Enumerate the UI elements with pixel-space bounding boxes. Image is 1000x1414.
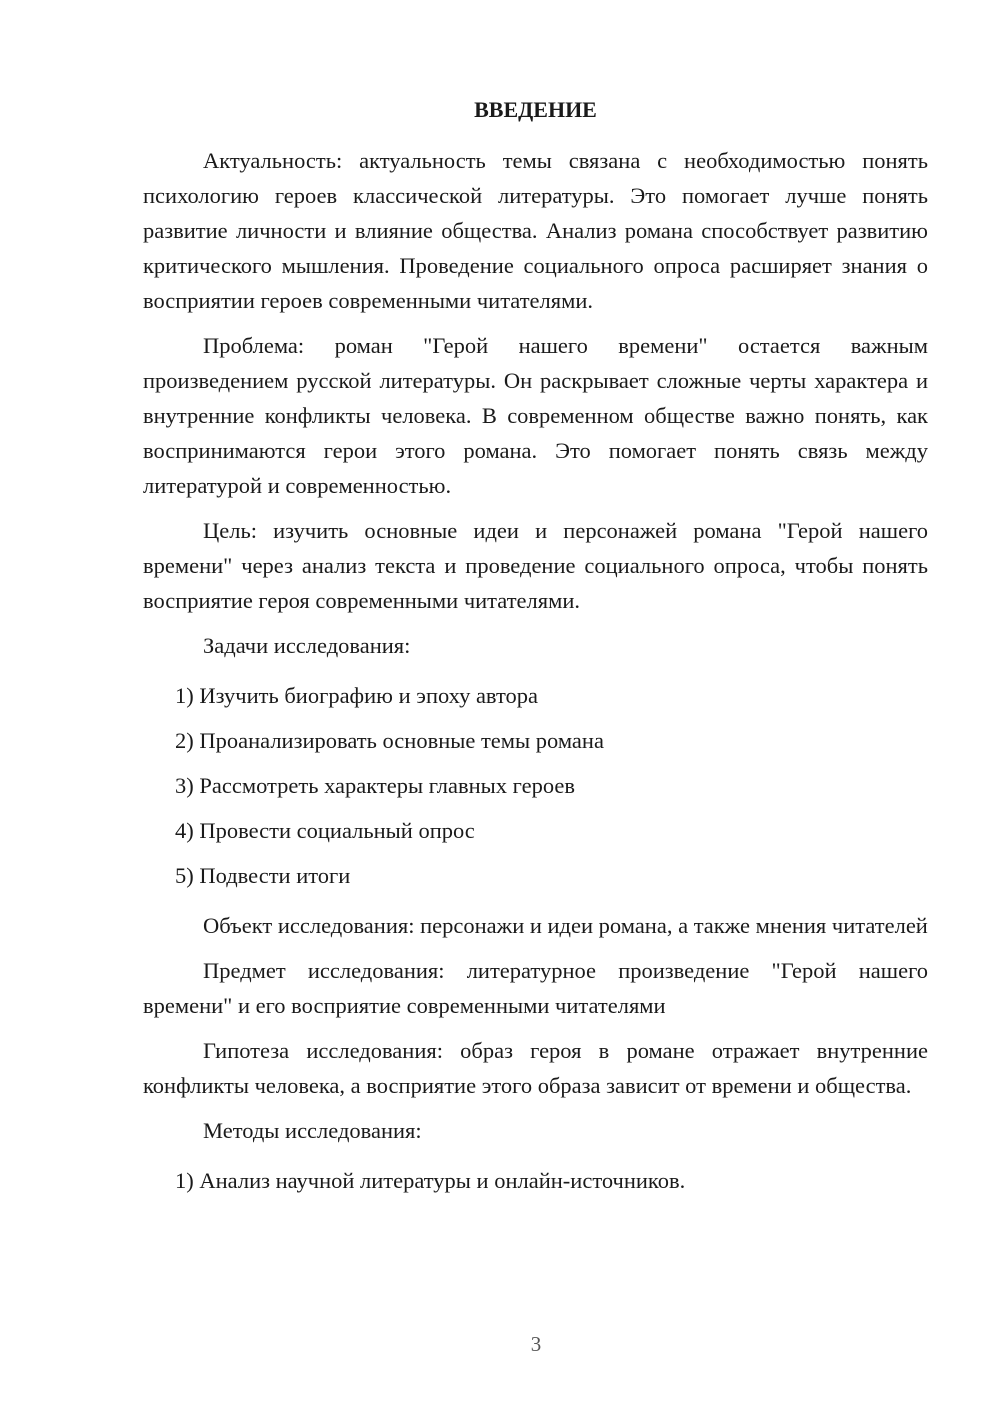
section-title: ВВЕДЕНИЕ bbox=[474, 97, 597, 122]
tasks-heading: Задачи исследования: bbox=[203, 633, 411, 658]
paragraph-object: Объект исследования: персонажи и идеи романа, а также мнения читателей bbox=[203, 913, 928, 938]
paragraph-subject: Предмет исследования: литературное произведение "Герой нашего времени" и его восприятие современными читателями bbox=[143, 958, 928, 1018]
list-item: 3) Рассмотреть характеры главных героев bbox=[175, 773, 575, 798]
page-number: 3 bbox=[530, 1332, 542, 1356]
paragraph-problem: Проблема: роман "Герой нашего времени" остается важным произведением русской литературы. Он раскрывает сложные черты характера и внутренние конфликты человека. В современном обществе важно понять, как воспринимаются герои этого романа. Это помогает понять связь между литературой и современностью. bbox=[143, 333, 928, 498]
list-item: 1) Изучить биографию и эпоху автора bbox=[175, 683, 539, 708]
list-item: 5) Подвести итоги bbox=[175, 863, 351, 888]
list-item: 1) Анализ научной литературы и онлайн-источников. bbox=[175, 1168, 686, 1193]
paragraph-goal: Цель: изучить основные идеи и персонажей романа "Герой нашего времени" через анализ текста и проведение социального опроса, чтобы понять восприятие героя современными читателями. bbox=[143, 518, 928, 613]
paragraph-hypothesis: Гипотеза исследования: образ героя в романе отражает внутренние конфликты человека, а восприятие этого образа зависит от времени и общества. bbox=[143, 1038, 928, 1098]
list-item: 4) Провести социальный опрос bbox=[175, 818, 475, 843]
document-page bbox=[143, 92, 928, 1213]
paragraph-relevance: Актуальность: актуальность темы связана с необходимостью понять психологию героев классической литературы. Это помогает лучше понять развитие личности и влияние общества. Анализ романа способствует развитию критического мышления. Проведение социального опроса расширяет знания о восприятии героев современными читателями. bbox=[143, 148, 928, 313]
list-item: 2) Проанализировать основные темы романа bbox=[175, 728, 604, 753]
methods-heading: Методы исследования: bbox=[203, 1118, 422, 1143]
tasks-list bbox=[143, 673, 928, 898]
methods-list bbox=[143, 1158, 928, 1203]
